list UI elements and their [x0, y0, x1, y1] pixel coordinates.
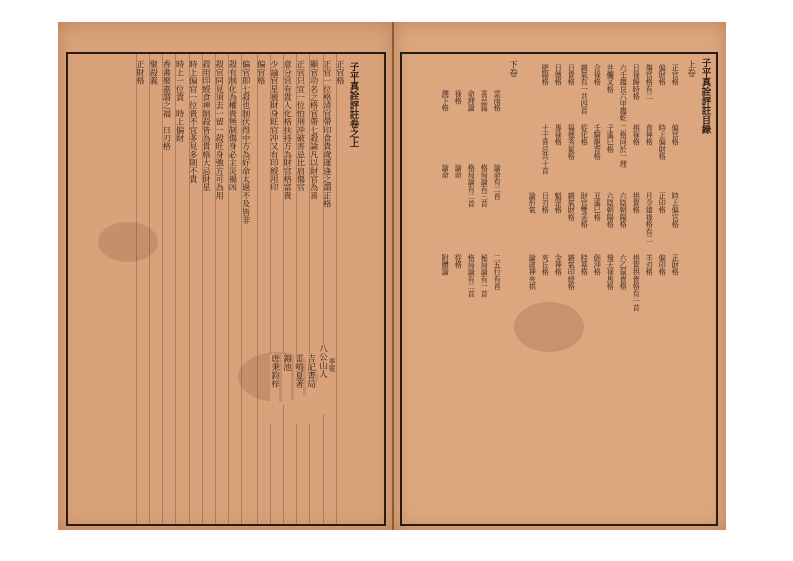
right-page-frame [400, 52, 718, 526]
toc-entry: 時墓格 [580, 254, 590, 276]
toc-entry: 論命有二首 [493, 164, 503, 200]
toc-entry: 日貴格 [567, 64, 577, 86]
editor-name: 唐秉鈞梓 [270, 354, 279, 424]
author-line: 季冕 [328, 358, 336, 372]
toc-entry: 飛天祿馬格 [606, 254, 616, 290]
left-text-column: 殺官同見須去一留一殺旺身強方可為用 [215, 60, 226, 200]
left-text-column: 正官一位格清官帶印食貴歲運逢之謂正格 [322, 60, 333, 208]
toc-entry: 壬騎龍背格 [593, 124, 603, 160]
left-text-column: 正財格 [136, 60, 146, 85]
toc-entry: 潤下格 [441, 90, 451, 112]
toc-entry: 六乙鼠貴格 [619, 254, 629, 290]
left-text-column: 偏官即七殺也制伏得中方為好命太過不及皆非 [241, 60, 252, 224]
toc-entry: 論虛神夾拱 [528, 254, 538, 290]
toc-entry: 十干喜忌共十首 [541, 124, 551, 175]
toc-entry: 六陰朝陽格 [606, 192, 616, 228]
left-text-column: 意分官有貴人化格扶持方為財官格富貴 [283, 60, 294, 200]
toc-columns [402, 54, 716, 524]
toc-entry: 夾丘格 [541, 254, 551, 276]
toc-entry: 附體論 [441, 254, 451, 276]
toc-entry: 食神格 [645, 124, 655, 146]
toc-entry: 喜忌篇 [480, 90, 490, 112]
toc-entry: 六陰朝陽格 [619, 192, 629, 228]
toc-entry: 合祿格 [593, 64, 603, 86]
left-text-column: 少論官星被財身旺官冲又有印綬用印 [270, 60, 280, 192]
toc-entry: 論命 [441, 164, 451, 179]
toc-entry: 論形氣 [528, 192, 538, 214]
toc-entry: 日刃格 [541, 192, 551, 214]
left-text-column: 殺用印綬食神制殺皆為貴格大忌財星 [202, 60, 212, 192]
left-text-columns [68, 54, 384, 524]
author-name: 雷鳴夏著 [294, 354, 303, 424]
toc-entry: 二格同於一理 [619, 124, 629, 168]
toc-entry: 論命 [454, 164, 464, 179]
right-page [394, 22, 726, 530]
lower-volume-label: 下卷 [507, 60, 518, 77]
toc-entry: 格局論有三首 [480, 164, 490, 208]
toc-entry: 正財格 [671, 254, 681, 276]
toc-entry: 福德秀氣格 [567, 124, 577, 160]
upper-volume-label: 上卷 [685, 60, 696, 77]
toc-entry: 偏財格 [658, 64, 668, 86]
left-text-column: 顯官功名之格官帶七殺論凡以財官為喜 [309, 60, 320, 200]
left-page-header: 子平真詮評註卷之上 [347, 62, 359, 148]
toc-entry: 肥陽格 [541, 64, 551, 86]
toc-entry: 日祿歸時格 [632, 64, 642, 100]
toc-entry: 丑遙巳格 [593, 192, 603, 221]
toc-entry: 從化格 [580, 124, 590, 146]
toc-entry: 偏官格 [671, 124, 681, 146]
toc-entry: 格局論有二首 [467, 254, 477, 298]
toc-entry: 月令建祿格有二 [645, 192, 655, 243]
left-text-column: 偏官格 [256, 60, 267, 85]
toc-entry: 命理論 [467, 90, 477, 112]
toc-entry: 倒沖格 [593, 254, 603, 276]
left-text-column: 殺有制化為權貴無制傷身必主災禍凶 [228, 60, 239, 192]
toc-entry: 秘局論有一首 [480, 254, 490, 298]
toc-entry: 二五行有首 [493, 254, 503, 290]
toc-entry: 財官雙美格 [580, 192, 590, 228]
toc-entry: 正官格 [671, 64, 681, 86]
toc-entry: 雜氣印綬格 [567, 254, 577, 290]
toc-entry: 時上偏財格 [658, 124, 668, 160]
left-page-frame [66, 52, 386, 526]
toc-entry: 拱貴拱貴格有一首 [632, 254, 642, 312]
toc-entry: 魁罡格 [554, 192, 564, 214]
publisher-name: 八公山人 [318, 344, 327, 414]
book-spread [58, 14, 726, 534]
toc-entry: 拱貴格 [632, 192, 642, 214]
toc-entry: 雜氣有一共四首 [580, 64, 590, 115]
toc-entry: 雲雨格 [493, 90, 503, 112]
left-text-column: 聚殺義 [149, 60, 160, 85]
toc-entry: 從格 [454, 254, 464, 269]
toc-entry: 金神格 [554, 254, 564, 276]
toc-entry: 傷官格有二 [645, 64, 655, 100]
left-text-column: 時上一位貴 時上偏財 [175, 60, 186, 142]
toc-entry: 祿格 [454, 90, 464, 105]
toc-entry: 拱祿格 [632, 124, 642, 146]
toc-entry: 格局論有二首 [467, 164, 477, 208]
editor-place: 錦池 [282, 354, 291, 404]
toc-title: 子平真詮評註目錄 [699, 58, 711, 134]
toc-entry: 正印格 [658, 192, 668, 214]
left-text-column: 正官只宜一位怕刑冲破害忌比肩傷官 [296, 60, 307, 192]
toc-entry: 時上偏官格 [671, 192, 681, 228]
left-text-column: 香書聚嘉謂之福 日刃格 [162, 60, 173, 151]
left-text-column: 時上偏官一位貴不宜多見多則不貴 [188, 60, 199, 183]
toc-entry: 專祿格 [554, 124, 564, 146]
toc-entry: 日德格 [554, 64, 564, 86]
toc-entry: 井欄叉格 [606, 64, 616, 93]
publisher-house: 吉記書局 [306, 354, 315, 424]
toc-entry: 子遙巳格 [606, 124, 616, 153]
toc-entry: 偏印格 [658, 254, 668, 276]
left-page [58, 22, 393, 530]
toc-entry: 六壬趨艮六甲趨乾 [619, 64, 629, 122]
toc-entry: 雜氣財格 [567, 192, 577, 221]
toc-entry: 羊刃格 [645, 254, 655, 276]
left-text-column: 正官格 [336, 60, 346, 85]
